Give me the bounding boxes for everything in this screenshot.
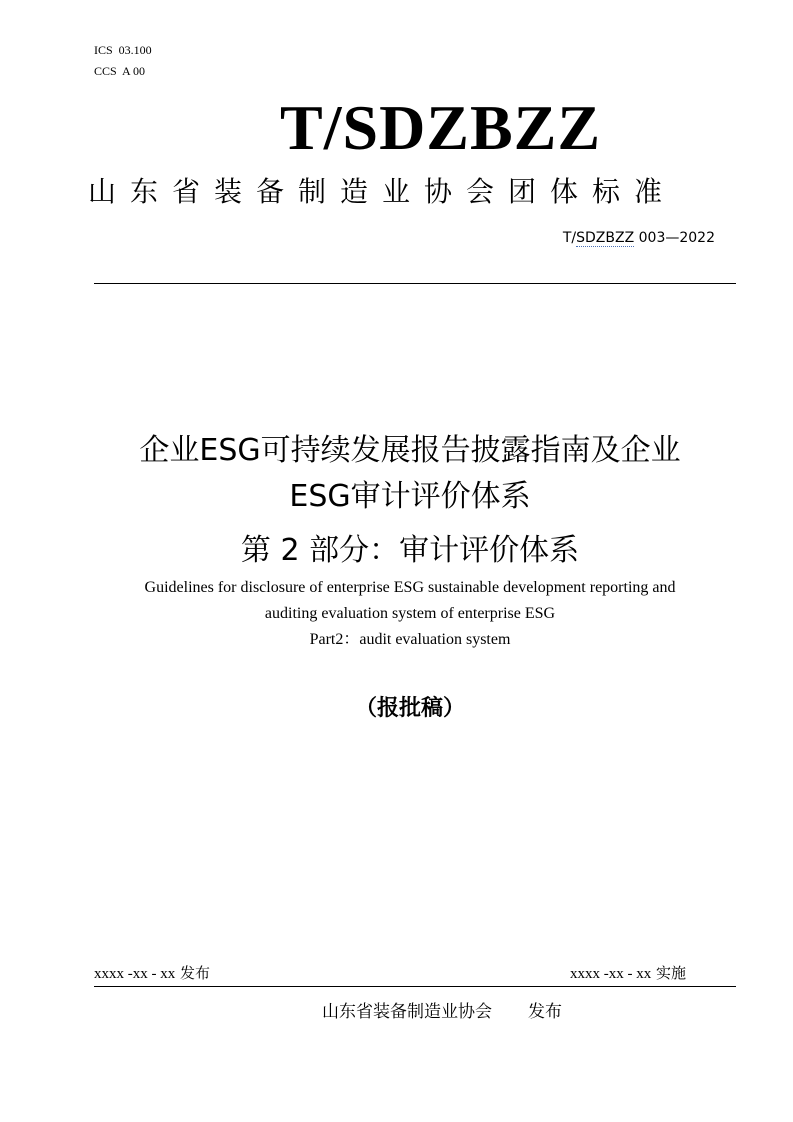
ccs-code: CCS A 00 [94,64,146,78]
title-en-line3: Part2：audit evaluation system [309,631,511,648]
standard-number-code: SDZBZZ [576,230,635,246]
implementation-date-value: xxxx -xx - xx [570,966,652,982]
release-date [94,962,210,985]
title-zh-line2: ESG审计评价体系 [289,479,531,514]
publisher [322,1000,562,1024]
document-title-block [40,428,780,652]
footer-divider [94,986,736,987]
ics-code: ICS 03.100 [94,43,152,57]
standard-number [563,228,715,248]
implementation-date [570,962,686,985]
implementation-label: 实施 [656,964,687,982]
release-date-value: xxxx -xx - xx [94,966,176,982]
classification-codes [94,40,152,82]
title-en-line1: Guidelines for disclosure of enterprise ESG sustainable development reporting and [144,579,676,596]
publisher-label: 发布 [528,1002,562,1022]
organization-standard-title: 山东省装备制造业协会团体标准 [88,175,677,208]
standard-number-suffix: 003—2022 [634,230,715,246]
standard-number-prefix: T/ [562,230,577,246]
title-zh-line1: 企业ESG可持续发展报告披露指南及企业 [139,433,681,468]
standard-brand: T/SDZBZZ [280,92,602,163]
release-label: 发布 [180,964,211,982]
header-divider [94,283,736,284]
publisher-name: 山东省装备制造业协会 [322,1002,492,1022]
draft-status: （报批稿） [354,696,465,721]
title-en-line2: auditing evaluation system of enterprise ESG [264,605,556,622]
title-part: 第 2 部分：审计评价体系 [240,533,580,568]
